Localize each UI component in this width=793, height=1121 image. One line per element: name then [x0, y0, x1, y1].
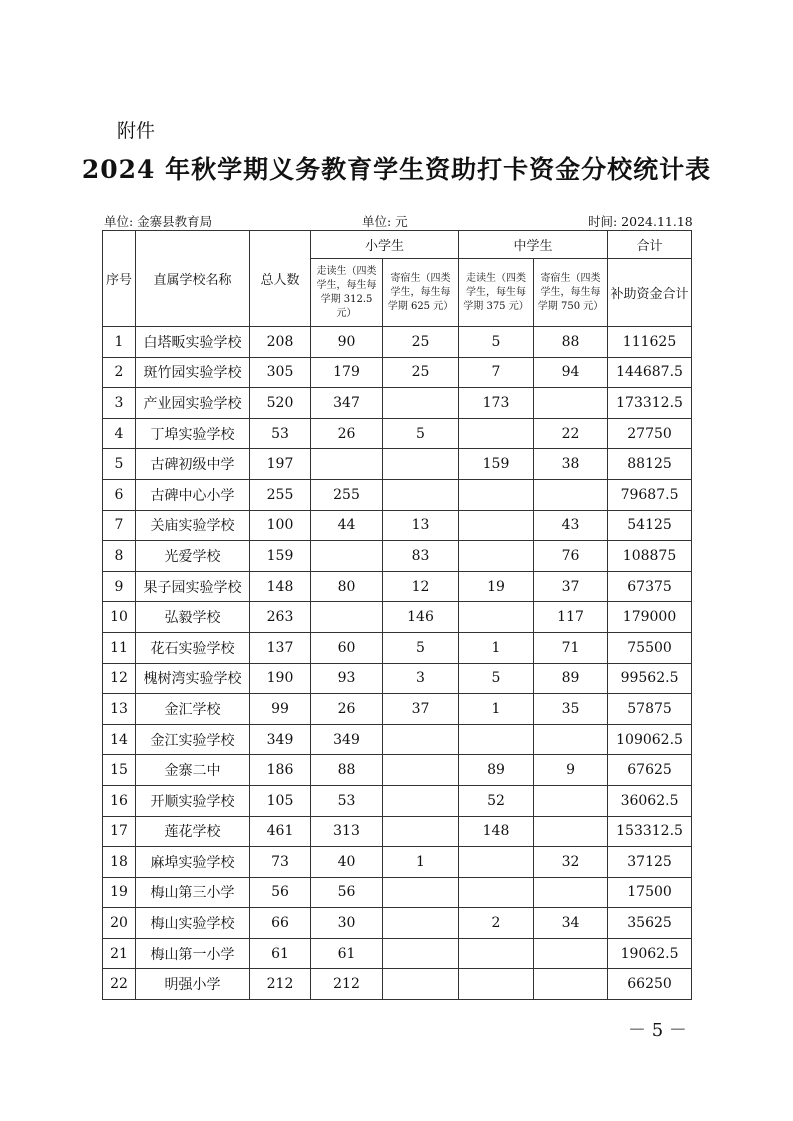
cell-total: 255 [250, 479, 311, 510]
table-row [103, 510, 692, 541]
cell-primary-board [383, 816, 459, 847]
cell-primary-board: 12 [383, 571, 459, 602]
cell-primary-day [311, 449, 383, 480]
cell-sum: 37125 [608, 847, 692, 878]
table-row [103, 479, 692, 510]
cell-total: 99 [250, 694, 311, 725]
cell-primary-board: 37 [383, 694, 459, 725]
cell-sum: 17500 [608, 877, 692, 908]
cell-total: 73 [250, 847, 311, 878]
cell-middle-board: 32 [534, 847, 608, 878]
cell-middle-day: 1 [459, 632, 534, 663]
table-row [103, 938, 692, 969]
attachment-label: 附件 [117, 120, 156, 142]
cell-seq: 9 [103, 571, 136, 602]
header-total: 总人数 [250, 231, 311, 327]
cell-middle-day: 5 [459, 327, 534, 358]
cell-primary-day: 53 [311, 785, 383, 816]
cell-sum: 67625 [608, 755, 692, 786]
cell-seq: 8 [103, 541, 136, 572]
cell-middle-day [459, 418, 534, 449]
header-seq: 序号 [103, 231, 136, 327]
cell-middle-day: 89 [459, 755, 534, 786]
header-row-1 [103, 231, 692, 259]
cell-school: 果子园实验学校 [136, 571, 250, 602]
cell-school: 金寨二中 [136, 755, 250, 786]
cell-sum: 36062.5 [608, 785, 692, 816]
cell-sum: 75500 [608, 632, 692, 663]
header-primary-day: 走读生（四类学生，每生每学期 312.5 元） [311, 259, 383, 327]
cell-sum: 144687.5 [608, 357, 692, 388]
cell-sum: 79687.5 [608, 479, 692, 510]
cell-middle-board: 94 [534, 357, 608, 388]
cell-school: 梅山第三小学 [136, 877, 250, 908]
cell-school: 产业园实验学校 [136, 388, 250, 419]
cell-middle-day [459, 724, 534, 755]
cell-total: 263 [250, 602, 311, 633]
cell-middle-board: 88 [534, 327, 608, 358]
cell-middle-board: 35 [534, 694, 608, 725]
cell-sum: 27750 [608, 418, 692, 449]
cell-middle-day: 19 [459, 571, 534, 602]
meta-unit-org: 单位: 金寨县教育局 [104, 214, 213, 229]
cell-sum: 179000 [608, 602, 692, 633]
table-row [103, 969, 692, 1000]
cell-school: 花石实验学校 [136, 632, 250, 663]
cell-primary-day [311, 541, 383, 572]
cell-sum: 109062.5 [608, 724, 692, 755]
cell-middle-board: 22 [534, 418, 608, 449]
cell-sum: 19062.5 [608, 938, 692, 969]
cell-primary-day: 40 [311, 847, 383, 878]
table-row [103, 816, 692, 847]
cell-middle-board [534, 724, 608, 755]
cell-seq: 15 [103, 755, 136, 786]
cell-middle-board [534, 479, 608, 510]
cell-middle-board [534, 938, 608, 969]
cell-primary-board [383, 938, 459, 969]
cell-school: 明强小学 [136, 969, 250, 1000]
cell-seq: 7 [103, 510, 136, 541]
cell-school: 莲花学校 [136, 816, 250, 847]
cell-primary-board: 25 [383, 357, 459, 388]
cell-sum: 57875 [608, 694, 692, 725]
cell-middle-day [459, 969, 534, 1000]
cell-seq: 3 [103, 388, 136, 419]
cell-total: 159 [250, 541, 311, 572]
cell-sum: 66250 [608, 969, 692, 1000]
cell-primary-board [383, 969, 459, 1000]
cell-primary-day: 56 [311, 877, 383, 908]
cell-middle-day [459, 877, 534, 908]
cell-middle-board: 37 [534, 571, 608, 602]
cell-primary-day: 88 [311, 755, 383, 786]
cell-seq: 21 [103, 938, 136, 969]
meta-unit-currency: 单位: 元 [362, 214, 408, 229]
cell-primary-board: 146 [383, 602, 459, 633]
cell-seq: 10 [103, 602, 136, 633]
cell-primary-board: 13 [383, 510, 459, 541]
cell-seq: 20 [103, 908, 136, 939]
cell-middle-day: 52 [459, 785, 534, 816]
cell-middle-board: 76 [534, 541, 608, 572]
cell-primary-board [383, 449, 459, 480]
cell-middle-board [534, 969, 608, 1000]
cell-primary-board [383, 724, 459, 755]
cell-total: 100 [250, 510, 311, 541]
table-row [103, 785, 692, 816]
cell-sum: 99562.5 [608, 663, 692, 694]
header-sum: 合计 [608, 231, 692, 259]
cell-total: 137 [250, 632, 311, 663]
table-row [103, 908, 692, 939]
cell-seq: 13 [103, 694, 136, 725]
cell-school: 古碑中心小学 [136, 479, 250, 510]
cell-sum: 173312.5 [608, 388, 692, 419]
table-row [103, 327, 692, 358]
cell-seq: 22 [103, 969, 136, 1000]
funding-table [102, 230, 692, 1000]
cell-school: 关庙实验学校 [136, 510, 250, 541]
cell-primary-day: 61 [311, 938, 383, 969]
cell-seq: 12 [103, 663, 136, 694]
cell-middle-day [459, 510, 534, 541]
cell-middle-board: 117 [534, 602, 608, 633]
cell-primary-day: 349 [311, 724, 383, 755]
cell-seq: 18 [103, 847, 136, 878]
cell-total: 61 [250, 938, 311, 969]
cell-primary-board [383, 388, 459, 419]
cell-sum: 111625 [608, 327, 692, 358]
table-row [103, 602, 692, 633]
table-row [103, 724, 692, 755]
cell-school: 弘毅学校 [136, 602, 250, 633]
document-title: 2024 年秋学期义务教育学生资助打卡资金分校统计表 [81, 155, 712, 184]
cell-middle-day [459, 479, 534, 510]
cell-total: 461 [250, 816, 311, 847]
cell-total: 349 [250, 724, 311, 755]
cell-primary-day: 255 [311, 479, 383, 510]
cell-primary-board [383, 908, 459, 939]
cell-middle-day: 148 [459, 816, 534, 847]
cell-school: 梅山实验学校 [136, 908, 250, 939]
cell-primary-day: 179 [311, 357, 383, 388]
cell-primary-board: 5 [383, 632, 459, 663]
cell-middle-board: 9 [534, 755, 608, 786]
cell-total: 520 [250, 388, 311, 419]
table-row [103, 357, 692, 388]
header-primary: 小学生 [311, 231, 459, 259]
cell-middle-day: 5 [459, 663, 534, 694]
cell-seq: 2 [103, 357, 136, 388]
cell-primary-day: 80 [311, 571, 383, 602]
table-row [103, 877, 692, 908]
cell-primary-day: 212 [311, 969, 383, 1000]
page-number: － 5 － [628, 1020, 687, 1041]
cell-primary-day: 26 [311, 418, 383, 449]
cell-middle-board: 43 [534, 510, 608, 541]
cell-middle-board: 34 [534, 908, 608, 939]
cell-seq: 14 [103, 724, 136, 755]
table-row [103, 541, 692, 572]
cell-middle-day [459, 847, 534, 878]
cell-middle-day: 159 [459, 449, 534, 480]
cell-sum: 67375 [608, 571, 692, 602]
cell-seq: 16 [103, 785, 136, 816]
cell-total: 197 [250, 449, 311, 480]
cell-primary-board [383, 479, 459, 510]
table-row [103, 694, 692, 725]
cell-school: 丁埠实验学校 [136, 418, 250, 449]
cell-middle-board [534, 877, 608, 908]
cell-sum: 88125 [608, 449, 692, 480]
header-middle-board: 寄宿生（四类学生，每生每学期 750 元） [534, 259, 608, 327]
cell-sum: 153312.5 [608, 816, 692, 847]
cell-primary-day [311, 602, 383, 633]
cell-primary-board [383, 785, 459, 816]
table-row [103, 571, 692, 602]
cell-primary-board: 25 [383, 327, 459, 358]
cell-sum: 35625 [608, 908, 692, 939]
cell-primary-board: 5 [383, 418, 459, 449]
cell-middle-day: 7 [459, 357, 534, 388]
cell-total: 53 [250, 418, 311, 449]
cell-middle-board: 38 [534, 449, 608, 480]
cell-middle-day: 173 [459, 388, 534, 419]
table-row [103, 663, 692, 694]
cell-primary-day: 26 [311, 694, 383, 725]
cell-seq: 6 [103, 479, 136, 510]
cell-middle-board: 71 [534, 632, 608, 663]
header-sum-funds: 补助资金合计 [608, 259, 692, 327]
cell-school: 开顺实验学校 [136, 785, 250, 816]
cell-middle-day [459, 541, 534, 572]
cell-primary-day: 44 [311, 510, 383, 541]
cell-total: 66 [250, 908, 311, 939]
cell-middle-day: 1 [459, 694, 534, 725]
cell-sum: 54125 [608, 510, 692, 541]
cell-total: 212 [250, 969, 311, 1000]
header-primary-board: 寄宿生（四类学生，每生每学期 625 元） [383, 259, 459, 327]
cell-primary-day: 313 [311, 816, 383, 847]
cell-school: 斑竹园实验学校 [136, 357, 250, 388]
table-row [103, 388, 692, 419]
cell-total: 148 [250, 571, 311, 602]
cell-total: 305 [250, 357, 311, 388]
cell-school: 麻埠实验学校 [136, 847, 250, 878]
cell-middle-board [534, 816, 608, 847]
table-row [103, 449, 692, 480]
cell-school: 槐树湾实验学校 [136, 663, 250, 694]
header-middle: 中学生 [459, 231, 608, 259]
cell-primary-board [383, 877, 459, 908]
cell-school: 光爱学校 [136, 541, 250, 572]
cell-primary-board: 3 [383, 663, 459, 694]
cell-school: 白塔畈实验学校 [136, 327, 250, 358]
cell-primary-day: 93 [311, 663, 383, 694]
cell-total: 105 [250, 785, 311, 816]
cell-seq: 17 [103, 816, 136, 847]
cell-school: 梅山第一小学 [136, 938, 250, 969]
cell-school: 古碑初级中学 [136, 449, 250, 480]
cell-seq: 19 [103, 877, 136, 908]
cell-seq: 5 [103, 449, 136, 480]
cell-school: 金汇学校 [136, 694, 250, 725]
cell-total: 190 [250, 663, 311, 694]
cell-middle-day [459, 938, 534, 969]
cell-seq: 11 [103, 632, 136, 663]
cell-primary-board: 83 [383, 541, 459, 572]
cell-total: 186 [250, 755, 311, 786]
header-middle-day: 走读生（四类学生，每生每学期 375 元） [459, 259, 534, 327]
table-row [103, 755, 692, 786]
table-row [103, 847, 692, 878]
cell-primary-board [383, 755, 459, 786]
cell-primary-day: 347 [311, 388, 383, 419]
cell-school: 金江实验学校 [136, 724, 250, 755]
table-row [103, 632, 692, 663]
cell-total: 56 [250, 877, 311, 908]
cell-seq: 4 [103, 418, 136, 449]
cell-primary-day: 90 [311, 327, 383, 358]
cell-total: 208 [250, 327, 311, 358]
cell-seq: 1 [103, 327, 136, 358]
cell-middle-day [459, 602, 534, 633]
table-row [103, 418, 692, 449]
header-school: 直属学校名称 [136, 231, 250, 327]
cell-middle-board: 89 [534, 663, 608, 694]
cell-primary-day: 30 [311, 908, 383, 939]
cell-primary-day: 60 [311, 632, 383, 663]
meta-time: 时间: 2024.11.18 [588, 214, 693, 229]
cell-primary-board: 1 [383, 847, 459, 878]
cell-middle-board [534, 388, 608, 419]
cell-middle-day: 2 [459, 908, 534, 939]
cell-sum: 108875 [608, 541, 692, 572]
cell-middle-board [534, 785, 608, 816]
